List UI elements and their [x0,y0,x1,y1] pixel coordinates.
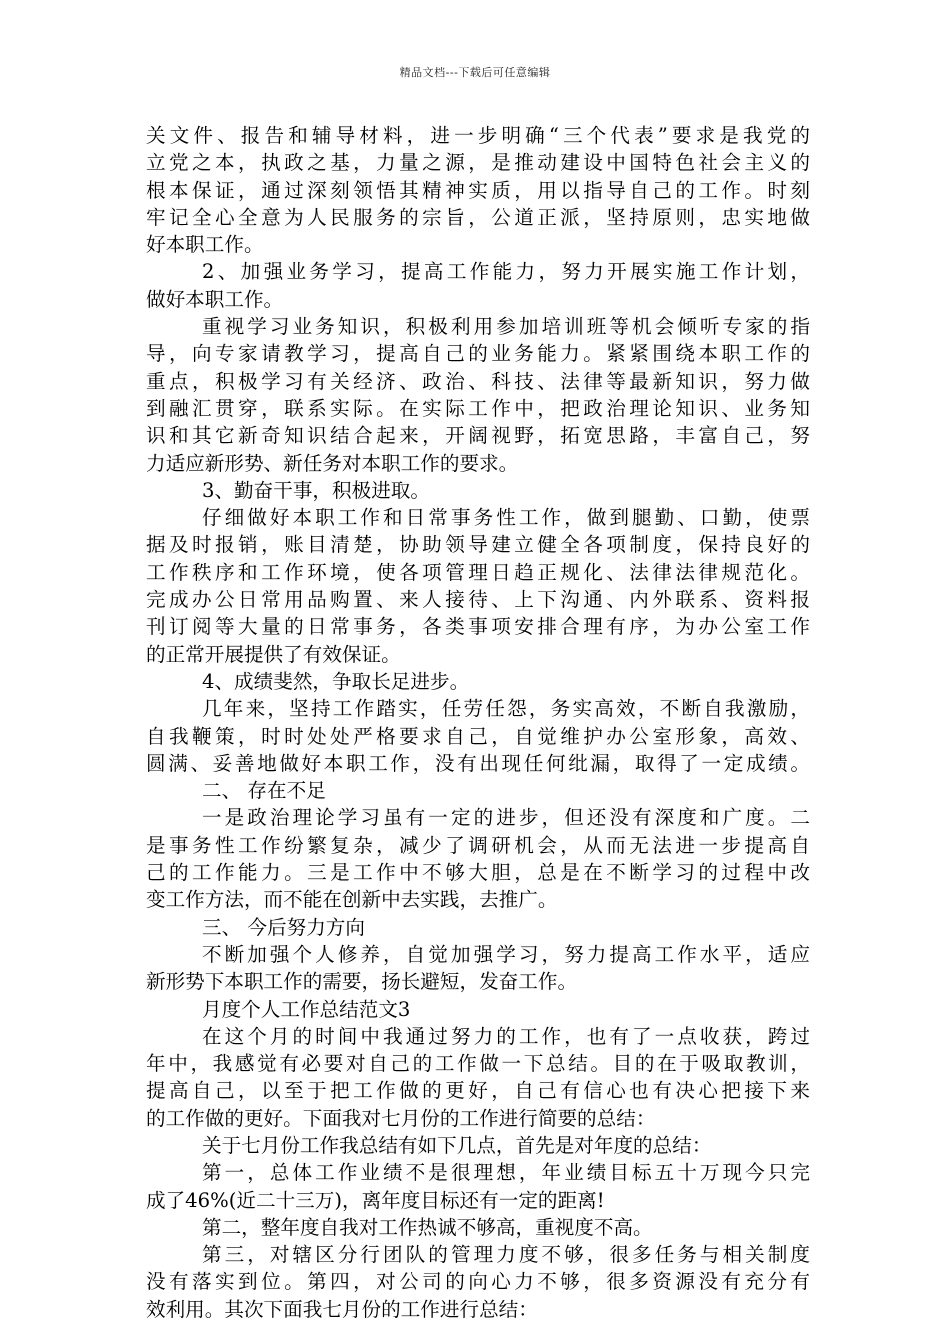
text-line: 到融汇贯穿，联系实际。在实际工作中，把政治理论知识、业务知 [146,396,810,420]
text-line: 重点，积极学习有关经济、政治、科技、法律等最新知识，努力做 [146,369,810,393]
text-line: 月度个人工作总结范文3 [202,997,411,1021]
text-line: 不断加强个人修养，自觉加强学习，努力提高工作水平，适应 [202,942,810,966]
text-line: 二、 存在不足 [202,779,326,803]
text-line: 重视学习业务知识，积极利用参加培训班等机会倾听专家的指 [202,315,810,339]
text-line: 三、 今后努力方向 [202,915,365,939]
text-line: 几年来，坚持工作踏实，任劳任怨，务实高效，不断自我激励， [202,697,810,721]
text-line: 2、加强业务学习，提高工作能力，努力开展实施工作计划， [202,260,810,284]
text-line: 立党之本，执政之基，力量之源，是推动建设中国特色社会主义的 [146,151,810,175]
text-line: 根本保证，通过深刻领悟其精神实质，用以指导自己的工作。时刻 [146,178,810,202]
text-line: 成了46%(近二十三万)，离年度目标还有一定的距离! [146,1188,605,1212]
text-line: 3、勤奋干事，积极进取。 [202,478,430,502]
text-line: 变工作方法，而不能在创新中去实践，去推广。 [146,888,558,912]
text-line: 导，向专家请教学习，提高自己的业务能力。紧紧围绕本职工作的 [146,342,810,366]
text-line: 工作秩序和工作环境，使各项管理日趋正规化、法律法律规范化。 [146,560,810,584]
text-line: 关文件、报告和辅导材料，进一步明确“三个代表”要求是我党的 [146,124,810,147]
text-line: 新形势下本职工作的需要，扬长避短，发奋工作。 [146,970,578,994]
text-line: 的正常开展提供了有效保证。 [146,642,401,666]
document-body [146,122,810,1323]
text-line: 效利用。其次下面我七月份的工作进行总结： [146,1297,538,1321]
text-line: 的工作做的更好。下面我对七月份的工作进行简要的总结： [146,1106,656,1130]
text-line: 第一，总体工作业绩不是很理想，年业绩目标五十万现今只完 [202,1161,810,1185]
text-line: 自我鞭策，时时处处严格要求自己，自觉维护办公室形象，高效、 [146,724,810,748]
text-line: 在这个月的时间中我通过努力的工作，也有了一点收获，跨过 [202,1024,810,1048]
text-line: 4、成绩斐然，争取长足进步。 [202,669,470,693]
text-line: 没有落实到位。第四，对公司的向心力不够，很多资源没有充分有 [146,1270,810,1294]
text-line: 好本职工作。 [146,233,264,257]
text-line: 仔细做好本职工作和日常事务性工作，做到腿勤、口勤，使票 [202,506,810,530]
text-line: 识和其它新奇知识结合起来，开阔视野，拓宽思路，丰富自己，努 [146,424,810,448]
page-header: 精品文档---下载后可任意编辑 [399,66,551,79]
text-line: 关于七月份工作我总结有如下几点，首先是对年度的总结： [202,1133,712,1157]
text-line: 提高自己，以至于把工作做的更好，自己有信心也有决心把接下来 [146,1079,810,1103]
text-line: 做好本职工作。 [146,287,284,311]
text-line: 力适应新形势、新任务对本职工作的要求。 [146,451,519,475]
text-line: 己的工作能力。三是工作中不够大胆，总是在不断学习的过程中改 [146,861,810,885]
text-line: 第二，整年度自我对工作热诚不够高，重视度不高。 [202,1215,653,1239]
text-line: 年中，我感觉有必要对自己的工作做一下总结。目的在于吸取教训， [146,1052,810,1076]
text-line: 刊订阅等大量的日常事务，各类事项安排合理有序，为办公室工作 [146,615,810,639]
text-line: 一是政治理论学习虽有一定的进步，但还没有深度和广度。二 [202,806,810,830]
text-line: 是事务性工作纷繁复杂，减少了调研机会，从而无法进一步提高自 [146,833,810,857]
text-line: 牢记全心全意为人民服务的宗旨，公道正派，坚持原则，忠实地做 [146,205,810,229]
text-line: 完成办公日常用品购置、来人接待、上下沟通、内外联系、资料报 [146,588,810,612]
text-line: 据及时报销，账目清楚，协助领导建立健全各项制度，保持良好的 [146,533,810,557]
text-line: 圆满、妥善地做好本职工作，没有出现任何纰漏，取得了一定成绩。 [146,751,810,775]
text-line: 第三，对辖区分行团队的管理力度不够，很多任务与相关制度 [202,1243,810,1267]
